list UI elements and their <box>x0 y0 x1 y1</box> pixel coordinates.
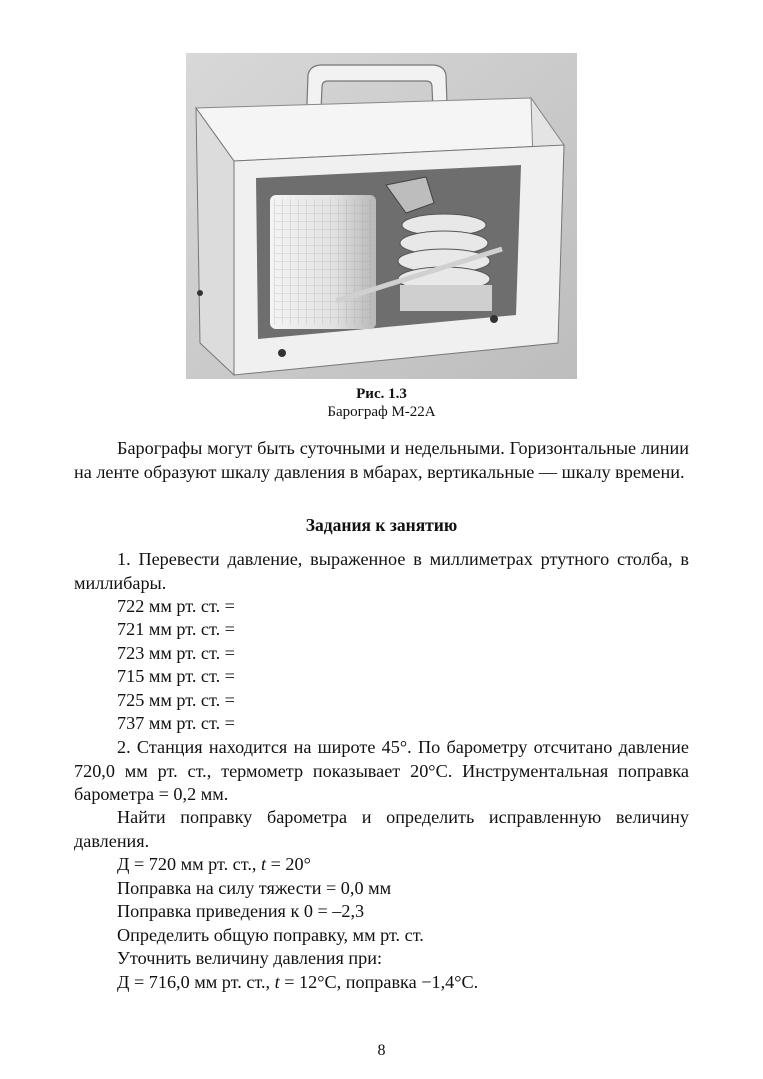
barograph-photo <box>186 53 577 379</box>
task1-item: 715 мм рт. ст. = <box>117 666 235 686</box>
page-number: 8 <box>377 1042 386 1059</box>
section-heading: Задания к занятию <box>305 515 458 535</box>
refine-pressure: Уточнить величину давления при: <box>117 948 383 968</box>
task2-final: Д = 716,0 мм рт. ст., t = 12°С, поправка −1,4°С. <box>117 972 479 992</box>
task1-item: 737 мм рт. ст. = <box>117 713 235 733</box>
task1-text: 1. Перевести давление, выраженное в миллиметрах ртутного столба, в миллибары. <box>74 549 689 593</box>
intro-paragraph: Барографы могут быть суточными и недельными. Горизонтальные линии на ленте образуют шкалу давления в мбарах, вертикальные — шкалу времени. <box>74 438 689 482</box>
reduction-correction: Поправка приведения к 0 = –2,3 <box>117 901 365 921</box>
task1-item: 725 мм рт. ст. = <box>117 690 235 710</box>
figure-label: Рис. 1.3 <box>356 386 407 402</box>
task2-given: Д = 720 мм рт. ст., t = 20° <box>117 854 311 874</box>
task2-text: 2. Станция находится на широте 45°. По барометру отсчитано давление 720,0 мм рт. ст., термометр показывает 20°С. Инструментальная поправка барометра = 0,2 мм. <box>74 737 689 804</box>
task1-item: 722 мм рт. ст. = <box>117 596 235 616</box>
task2-instruction: Найти поправку барометра и определить исправленную величину давления. <box>74 807 689 851</box>
task1-item: 721 мм рт. ст. = <box>117 619 235 639</box>
gravity-correction: Поправка на силу тяжести = 0,0 мм <box>117 878 392 898</box>
task1-item: 723 мм рт. ст. = <box>117 643 235 663</box>
total-correction: Определить общую поправку, мм рт. ст. <box>117 925 424 945</box>
figure-caption: Барограф М-22А <box>327 404 436 420</box>
